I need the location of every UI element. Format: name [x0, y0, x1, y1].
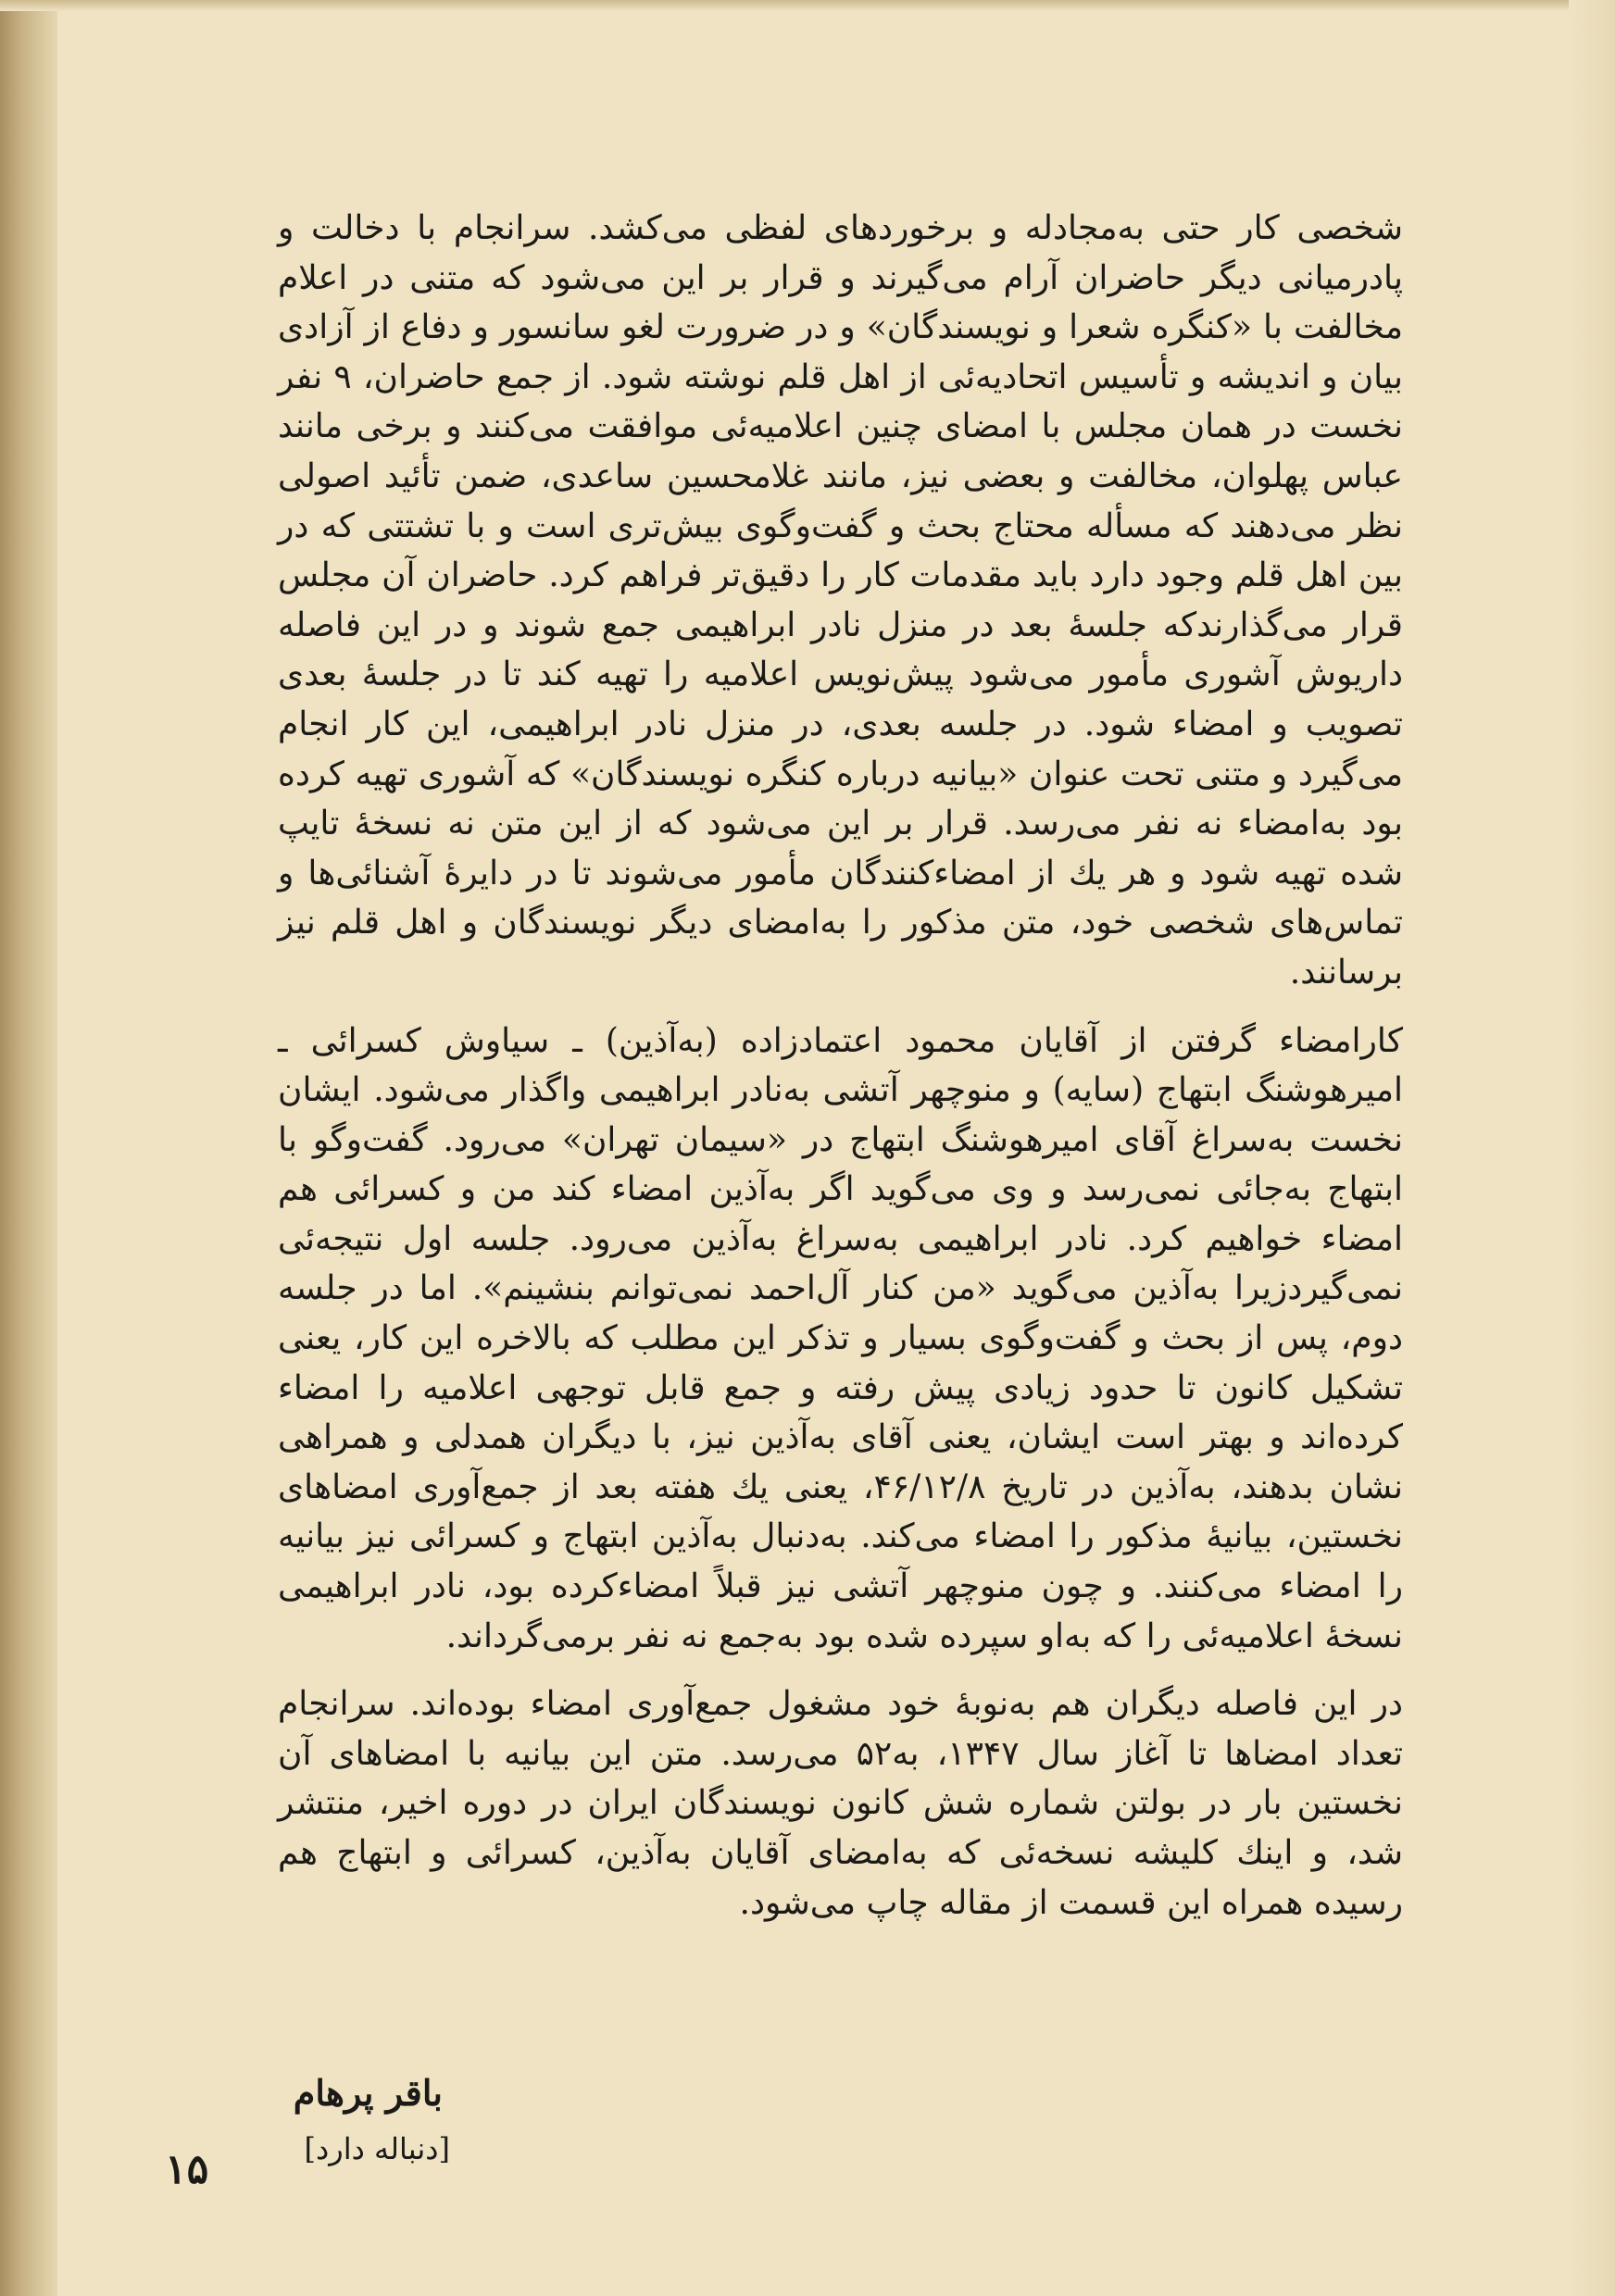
page-right-edge [1569, 0, 1615, 2296]
page-gutter-shadow [0, 0, 57, 2296]
article-body [278, 204, 1403, 1928]
page-top-edge [0, 0, 1615, 11]
article-paragraph-1: شخصی کار حتی به‌مجادله و برخوردهای لفظی می‌کشد. سرانجام با دخالت و پادرمیانی دیگر حاضران آرام می‌گیرند و قرار بر این می‌شود که متنی در اعلام مخالفت با «کنگره شعرا و نویسندگان» و در ضرورت لغو سانسور و دفاع از آزادی بیان و اندیشه و تأسیس اتحادیه‌ئی از اهل قلم نوشته شود. از جمع حاضران، ۹ نفر نخست در همان مجلس با امضای چنین اعلامیه‌ئی موافقت می‌کنند و برخی مانند عباس پهلوان، مخالفت و بعضی نیز، مانند غلامحسین ساعدی، ضمن تأئید اصولی نظر می‌دهند که مسأله محتاج بحث و گفت‌وگوی بیش‌تری است و با تشتتی که در بین اهل قلم وجود دارد باید مقدمات کار را دقیق‌تر فراهم کرد. حاضران آن مجلس قرار می‌گذارندکه جلسهٔ بعد در منزل نادر ابراهیمی جمع شوند و در این فاصله داریوش آشوری مأمور می‌شود پیش‌نویس اعلامیه را تهیه کند تا در جلسهٔ بعدی تصویب و امضاء شود. در جلسه بعدی، در منزل نادر ابراهیمی، این کار انجام می‌گیرد و متنی تحت عنوان «بیانیه درباره کنگره نویسندگان» که آشوری تهیه کرده بود به‌امضاء نه نفر می‌رسد. قرار بر این می‌شود که از این متن نه نسخهٔ تایپ شده تهیه شود و هر یك از امضاءکنندگان مأمور می‌شوند تا در دایرهٔ آشنائی‌ها و تماس‌های شخصی خود، متن مذکور را به‌امضای دیگر نویسندگان و اهل قلم نیز برسانند. [278, 209, 1403, 992]
continued-note: [دنباله دارد] [304, 2131, 450, 2166]
page-number: ۱۵ [165, 2146, 209, 2193]
author-signature: باقر پرهام [293, 2072, 443, 2114]
article-paragraph-3: در این فاصله دیگران هم به‌نوبهٔ خود مشغول جمع‌آوری امضاء بوده‌اند. سرانجام تعداد امضاها تا آغاز سال ۱۳۴۷، به۵۲ می‌رسد. متن این بیانیه با امضاهای آن نخستین بار در بولتن شماره شش کانون نویسندگان ایران در دوره اخیر، منتشر شد، و اینك کلیشه نسخه‌ئی که به‌امضای آقایان به‌آذین، کسرائی و ابتهاج هم رسیده همراه این قسمت از مقاله چاپ می‌شود. [278, 1685, 1404, 1922]
article-paragraph-2: کارامضاء گرفتن از آقایان محمود اعتمادزاده (به‌آذین) ـ سیاوش کسرائی ـ امیرهوشنگ ابتهاج (سایه) و منوچهر آتشی به‌نادر ابراهیمی واگذار می‌شود. ایشان نخست به‌سراغ آقای امیرهوشنگ ابتهاج در «سیمان تهران» می‌رود. گفت‌وگو با ابتهاج به‌جائی نمی‌رسد و وی می‌گوید اگر به‌آذین امضاء کند من و کسرائی هم امضاء خواهیم کرد. نادر ابراهیمی به‌سراغ به‌آذین می‌رود. جلسه اول نتیجه‌ئی نمی‌گیردزیرا به‌آذین می‌گوید «من کنار آل‌احمد نمی‌توانم بنشینم». اما در جلسه دوم، پس از بحث و گفت‌وگوی بسیار و تذکر این مطلب که بالاخره این کار، یعنی تشکیل کانون تا حدود زیادی پیش رفته و جمع قابل توجهی اعلامیه را امضاء کرده‌اند و بهتر است ایشان، یعنی آقای به‌آذین نیز، با دیگران همدلی و همراهی نشان بدهند، به‌آذین در تاریخ ۴۶/۱۲/۸، یعنی یك هفته بعد از جمع‌آوری امضاهای نخستین، بیانیهٔ مذکور را امضاء می‌کند. به‌دنبال به‌آذین ابتهاج و کسرائی نیز بیانیه را امضاء می‌کنند. و چون منوچهر آتشی نیز قبلاً امضاءکرده بود، نادر ابراهیمی نسخهٔ اعلامیه‌ئی را که به‌او سپرده شده بود به‌جمع نه نفر برمی‌گرداند. [278, 1021, 1404, 1655]
